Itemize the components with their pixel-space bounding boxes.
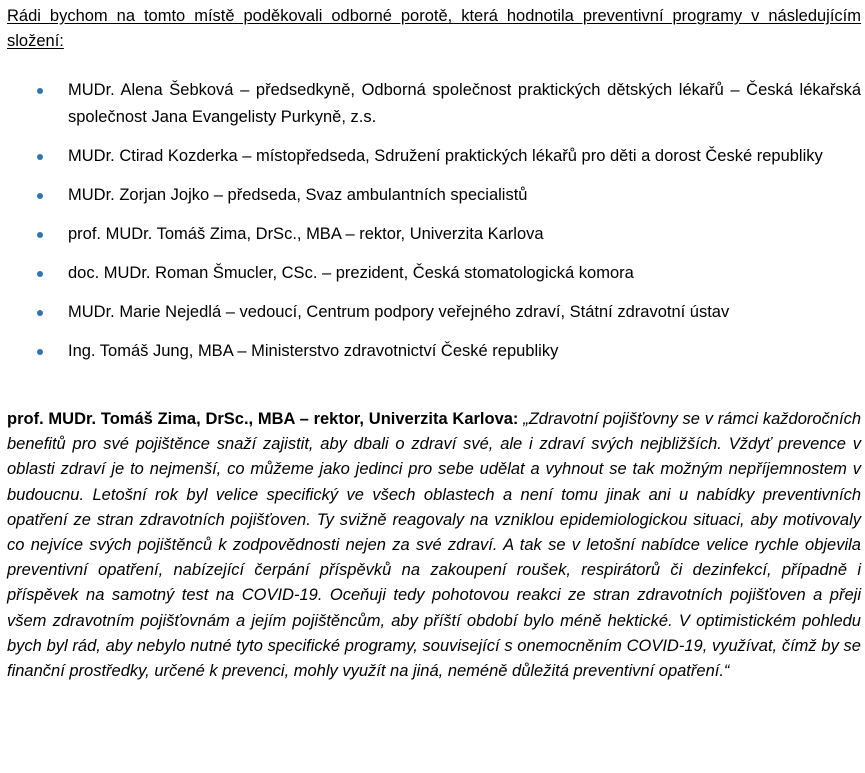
bullet-icon [37, 271, 43, 277]
jury-list-item [7, 338, 861, 365]
jury-member-text: MUDr. Ctirad Kozderka – místopředseda, Sdružení praktických lékařů pro děti a dorost České republiky [68, 147, 823, 165]
jury-member-text: MUDr. Zorjan Jojko – předseda, Svaz ambulantních specialistů [68, 186, 528, 204]
jury-member-text: MUDr. Alena Šebková – předsedkyně, Odborná společnost praktických dětských lékařů – Česká lékařská společnost Jana Evangelisty Purkyně, z.s. [68, 81, 861, 126]
intro-paragraph: Rádi bychom na tomto místě poděkovali odborné porotě, která hodnotila preventivní programy v následujícím složení: [7, 7, 861, 50]
quote-text: „Zdravotní pojišťovny se v rámci každoročních benefitů pro své pojištěnce snaží zajistit, aby dbali o zdraví své, ale i zdraví svých nejbližších. Vždyť prevence v oblasti zdraví je to nejmenší, co můžeme jako jedinci pro sebe udělat a vyhnout se tak možným nepříjemnostem v budoucnu. Letošní rok byl velice specifický ve všech oblastech a není tomu jinak ani u nabídky preventivních opatření ze stran zdravotních pojišťoven. Ty svižně reagovaly na vzniklou epidemiologickou situaci, aby motivovaly co nejvíce svých pojištěnců k zodpovědnosti nejen za své zdraví. A tak se v letošní nabídce velice rychle objevila preventivní opatření, nabízející čerpání příspěvků na zakoupení roušek, respirátorů či dezinfekcí, případně i příspěvek na samotný test na COVID-19. Oceňuji tedy pohotovou reakci ze stran zdravotních pojišťoven a přeji všem zdravotním pojišťovnám a jejím pojištěncům, aby příští období bylo méně hektické. V optimistickém pohledu bych byl rád, aby nebylo nutné tyto specifické programy, související s onemocněním COVID-19, využívat, čímž by se finanční prostředky, určené k prevenci, mohly využít na jiná, neméně důležitá preventivní opatření.“ [7, 410, 861, 681]
jury-list [7, 77, 861, 365]
jury-list-item [7, 221, 861, 248]
quote-paragraph [7, 407, 861, 684]
jury-member-text: prof. MUDr. Tomáš Zima, DrSc., MBA – rektor, Univerzita Karlova [68, 225, 544, 243]
bullet-icon [37, 310, 43, 316]
bullet-icon [37, 88, 43, 94]
jury-list-item [7, 182, 861, 209]
jury-member-text: doc. MUDr. Roman Šmucler, CSc. – prezident, Česká stomatologická komora [68, 264, 634, 282]
bullet-icon [37, 349, 43, 355]
bullet-icon [37, 154, 43, 160]
jury-list-item [7, 260, 861, 287]
bullet-icon [37, 232, 43, 238]
jury-member-text: MUDr. Marie Nejedlá – vedoucí, Centrum podpory veřejného zdraví, Státní zdravotní ústav [68, 303, 730, 321]
jury-member-text: Ing. Tomáš Jung, MBA – Ministerstvo zdravotnictví České republiky [68, 342, 559, 360]
bullet-icon [37, 193, 43, 199]
jury-list-item [7, 143, 861, 170]
jury-list-item [7, 299, 861, 326]
jury-list-item [7, 77, 861, 131]
quote-speaker: prof. MUDr. Tomáš Zima, DrSc., MBA – rektor, Univerzita Karlova: [7, 410, 519, 428]
